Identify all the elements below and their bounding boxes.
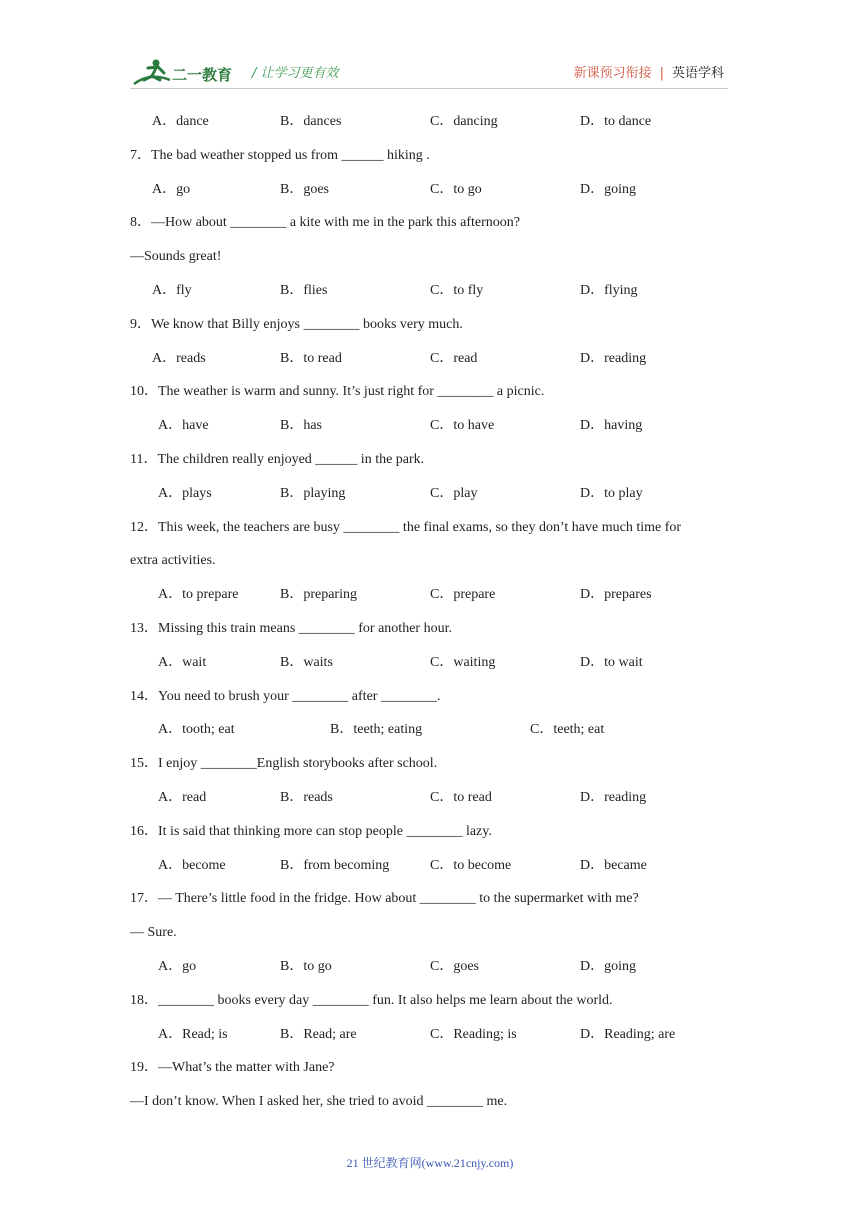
- question-line: 11．The children really enjoyed ______ in the park.: [130, 451, 425, 467]
- answer-option: B．to go: [280, 958, 332, 974]
- answer-option: D．to dance: [580, 114, 652, 129]
- question-line: 10．The weather is warm and sunny. It’s just right for ________ a picnic.: [130, 384, 545, 400]
- answer-option: C．to have: [430, 418, 495, 434]
- answer-option: C．Reading; is: [430, 1026, 517, 1042]
- option-row: [130, 849, 740, 883]
- option-row: [130, 342, 740, 376]
- answer-option: B．dances: [280, 114, 342, 129]
- answer-option: D．reading: [580, 789, 647, 805]
- answer-option: D．to wait: [580, 654, 643, 670]
- logo: [130, 56, 242, 90]
- answer-option: B．teeth; eating: [330, 722, 423, 738]
- question-line: 18．________ books every day ________ fun. It also helps me learn about the world.: [130, 992, 613, 1008]
- answer-option: D．going: [580, 958, 636, 974]
- answer-option: D．having: [580, 418, 643, 434]
- question-line: 7．The bad weather stopped us from ______ hiking .: [130, 147, 430, 163]
- question-line: 19．—What’s the matter with Jane?: [130, 1060, 335, 1076]
- option-row: [130, 409, 740, 443]
- answer-option: A．go: [152, 181, 191, 197]
- answer-option: B．preparing: [280, 587, 357, 603]
- option-row: [130, 173, 740, 207]
- answer-option: D．reading: [580, 350, 647, 366]
- subject-label: 英语学科: [671, 66, 724, 81]
- answer-option: C．prepare: [430, 587, 496, 603]
- answer-option: C．play: [430, 485, 478, 501]
- answer-option: C．to become: [430, 857, 512, 873]
- option-row: [130, 781, 740, 815]
- question-line: —I don’t know. When I asked her, she tried to avoid ________ me.: [130, 1094, 508, 1110]
- answer-option: A．go: [158, 958, 197, 974]
- question-line: 17．— There’s little food in the fridge. How about ________ to the supermarket with me?: [130, 891, 639, 907]
- question-line: 15．I enjoy ________English storybooks after school.: [130, 756, 438, 772]
- answer-option: A．fly: [152, 282, 192, 298]
- answer-option: C．to go: [430, 181, 482, 197]
- answer-option: C．dancing: [430, 114, 498, 129]
- answer-option: D．prepares: [580, 587, 652, 603]
- answer-option: B．from becoming: [280, 857, 390, 873]
- question-line: 13．Missing this train means ________ for another hour.: [130, 620, 452, 636]
- question-line: —Sounds great!: [130, 249, 222, 265]
- preview-label: 新课预习衔接: [573, 66, 652, 81]
- question-list: [130, 105, 740, 1119]
- header-rule: [130, 88, 728, 89]
- answer-option: C．teeth; eat: [530, 722, 605, 738]
- answer-option: A．plays: [158, 485, 212, 501]
- answer-option: A．Read; is: [158, 1026, 228, 1042]
- answer-option: D．Reading; are: [580, 1026, 676, 1042]
- page-footer: 21 世纪教育网(www.21cnjy.com): [346, 1156, 514, 1170]
- answer-option: B．flies: [280, 282, 328, 298]
- answer-option: A．read: [158, 789, 207, 805]
- option-row: [130, 274, 740, 308]
- answer-option: A．have: [158, 418, 209, 434]
- slogan: / 让学习更有效: [252, 66, 339, 81]
- option-row: [130, 646, 740, 680]
- answer-option: B．waits: [280, 654, 333, 670]
- question-line: 8．—How about ________ a kite with me in the park this afternoon?: [130, 215, 520, 231]
- answer-option: B．Read; are: [280, 1026, 357, 1042]
- option-row: [130, 477, 740, 511]
- answer-option: B．reads: [280, 789, 333, 805]
- header-separator: |: [659, 66, 664, 81]
- answer-option: D．to play: [580, 485, 643, 501]
- logo-text: 二一教育: [172, 66, 233, 84]
- question-line: 9．We know that Billy enjoys ________ books very much.: [130, 316, 463, 332]
- answer-option: A．dance: [152, 114, 209, 129]
- answer-option: D．flying: [580, 282, 638, 298]
- option-row: [130, 713, 740, 747]
- answer-option: B．to read: [280, 350, 342, 366]
- answer-option: C．read: [430, 350, 478, 366]
- answer-option: D．going: [580, 181, 636, 197]
- question-line: — Sure.: [130, 925, 177, 941]
- answer-option: C．waiting: [430, 654, 496, 670]
- answer-option: D．became: [580, 857, 647, 873]
- option-row: [130, 578, 740, 612]
- answer-option: B．has: [280, 418, 322, 434]
- question-line: 12．This week, the teachers are busy ________ the final exams, so they don’t have much time for: [130, 519, 682, 535]
- answer-option: B．playing: [280, 485, 346, 501]
- question-line: 16．It is said that thinking more can stop people ________ lazy.: [130, 823, 492, 839]
- answer-option: A．become: [158, 857, 226, 873]
- answer-option: C．goes: [430, 958, 479, 974]
- option-row: [130, 950, 740, 984]
- page-header: [130, 56, 730, 90]
- answer-option: A．to prepare: [158, 587, 239, 603]
- answer-option: C．to fly: [430, 282, 484, 298]
- answer-option: A．reads: [152, 350, 206, 366]
- question-line: extra activities.: [130, 553, 216, 569]
- answer-option: C．to read: [430, 789, 492, 805]
- answer-option: A．tooth; eat: [158, 722, 235, 738]
- header-right: [574, 62, 724, 81]
- answer-option: B．goes: [280, 181, 329, 197]
- answer-option: A．wait: [158, 654, 207, 670]
- option-row: [130, 1018, 740, 1052]
- option-row: [130, 105, 740, 139]
- question-line: 14．You need to brush your ________ after ________.: [130, 688, 441, 704]
